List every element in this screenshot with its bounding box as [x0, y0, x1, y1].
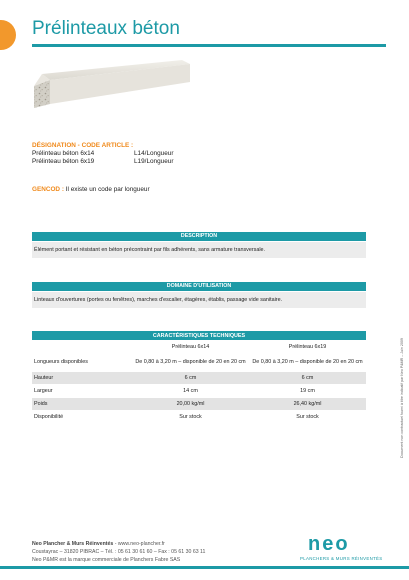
designation-code: L19/Longueur: [134, 158, 174, 165]
footer-legal: Neo P&MR est la marque commerciale de Planchers Fabre SAS: [32, 557, 181, 563]
table-row: [32, 354, 366, 372]
table-cell: De 0,80 à 3,20 m – disponible de 20 en 20 cm: [249, 354, 366, 372]
footer-company: Neo Plancher & Murs Réinventés: [32, 541, 114, 547]
description-text: Élément portant et résistant en béton précontraint par fils adhérents, sans armature transversale.: [32, 241, 366, 258]
orange-circle-decoration: [0, 20, 16, 50]
domaine-section: [32, 282, 366, 308]
side-note-text: Document non contractuel fourni à titre indicatif par Neo P&MR – Juin 2009: [400, 338, 404, 458]
domaine-text: Linteaux d'ouvertures (portes ou fenêtres), marches d'escalier, étagères, établis, passage vide sanitaire.: [32, 291, 366, 308]
row-label: Largeur: [32, 385, 132, 398]
footer: [32, 540, 205, 564]
table-row: [32, 411, 366, 424]
designation-name: Prélinteau béton 6x14: [32, 150, 95, 157]
row-label: Hauteur: [32, 372, 132, 385]
table-cell: [32, 341, 132, 354]
technical-table: [32, 330, 366, 423]
table-row: [32, 398, 366, 411]
column-header: Prélinteau 6x19: [249, 341, 366, 354]
table-column-header-row: [32, 341, 366, 354]
gencod-line: [32, 186, 150, 193]
table-cell: 26,40 kg/ml: [249, 398, 366, 411]
table-cell: 19 cm: [249, 385, 366, 398]
prelinteau-product-image: [32, 56, 192, 122]
table-row: [32, 385, 366, 398]
designation-name: Prélinteau béton 6x19: [32, 158, 95, 165]
description-heading: DESCRIPTION: [32, 232, 366, 241]
column-header: Prélinteau 6x14: [132, 341, 249, 354]
footer-line: [32, 540, 205, 548]
table-cell: Sur stock: [132, 411, 249, 424]
page-title: Prélinteaux béton: [32, 18, 180, 39]
table-heading-row: [32, 331, 366, 341]
designation-heading: DÉSIGNATION - CODE ARTICLE :: [32, 142, 134, 149]
designation-block: [32, 142, 173, 166]
designation-row: [32, 158, 173, 166]
gencod-label: GENCOD :: [32, 186, 64, 193]
designation-row: [32, 150, 173, 158]
table-cell: 6 cm: [132, 372, 249, 385]
description-section: [32, 232, 366, 258]
bottom-rule: [0, 566, 409, 569]
domaine-heading: DOMAINE D'UTILISATION: [32, 282, 366, 291]
table-cell: 20,00 kg/ml: [132, 398, 249, 411]
row-label: Disponibilité: [32, 411, 132, 424]
table-cell: De 0,80 à 3,20 m – disponible de 20 en 20 cm: [132, 354, 249, 372]
neo-logo-wordmark: neo: [308, 533, 350, 555]
side-note: [396, 268, 402, 458]
footer-address: Coustayrac – 31820 PIBRAC – Tél. : 05 61 30 61 60 – Fax : 05 61 30 63 11: [32, 549, 206, 555]
gencod-text: Il existe un code par longueur: [65, 186, 150, 193]
row-label: Poids: [32, 398, 132, 411]
table-heading: CARACTÉRISTIQUES TECHNIQUES: [32, 331, 366, 341]
table-cell: 6 cm: [249, 372, 366, 385]
table-row: [32, 372, 366, 385]
row-label: Longueurs disponibles: [32, 354, 132, 372]
footer-website: - www.neo-plancher.fr: [113, 541, 165, 547]
title-rule: [32, 44, 386, 47]
table-cell: Sur stock: [249, 411, 366, 424]
designation-code: L14/Longueur: [134, 150, 174, 157]
table-cell: 14 cm: [132, 385, 249, 398]
neo-logo-tagline: PLANCHERS & MURS RÉINVENTÉS: [300, 556, 383, 561]
